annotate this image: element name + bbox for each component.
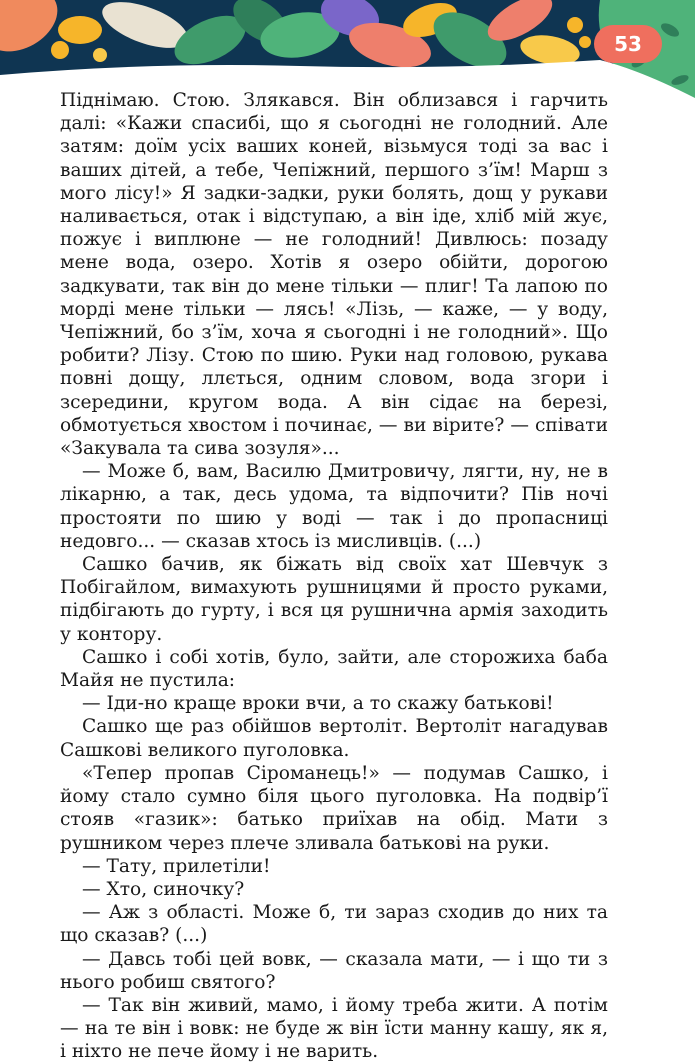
paragraph: Сашко бачив, як біжать від своїх хат Шевчук з Побігайлом, вимахують рушницями й просто руками, підбігають до гурту, і вся ця рушнична армія заходить у контору.: [60, 554, 608, 645]
paragraph: — Може б, вам, Василю Дмитровичу, лягти, ну, не в лікарню, а так, десь удома, та відпочити? Пів ночі простояти по шию у воді — так і до пропасниці недовго... — сказав хтось із мисливців. (...): [60, 461, 608, 552]
paragraph: — Хто, синочку?: [82, 878, 245, 900]
paragraph: Сашко і собі хотів, було, зайти, але сторожиха баба Майя не пустила:: [60, 646, 608, 692]
paragraph: — Давсь тобі цей вовк, — сказала мати, — і що ти з нього робиш святого?: [60, 948, 608, 993]
paragraph: — Тату, прилетіли!: [82, 855, 271, 877]
paragraph: — Так він живий, мамо, і йому треба жити. А потім — на те він і вовк: не буде ж він їсти манну кашу, як я, і ніхто не пече йому і не варить.: [60, 994, 608, 1063]
paragraph: «Тепер пропав Сіроманець!» — подумав Сашко, і йому стало сумно біля цього пуголовка. На подвір’ї стояв «газик»: батько приїхав на обід. Мати з рушником через плече зливала батькові на руки.: [60, 762, 608, 854]
decorative-header: [0, 0, 695, 100]
paragraph: — Аж з області. Може б, ти зараз сходив до них та що сказав? (...): [60, 902, 608, 947]
paragraph: Піднімаю. Стою. Злякався. Він облизався і гарчить далі: «Кажи спасибі, що я сьогодні не голодний. Але затям: доїм усіх ваших коней, візьмуся тоді за вас і ваших дітей, а тебе, Чепіжний, першого з’їм! Марш з мого лісу!» Я задки-задки, руки болять, дощ у рукави наливається, отак і відступаю, а він іде, хліб мій жує, пожує і виплюне — не голодний! Дивлюсь: позаду мене вода, озеро. Хотів я озеро обійти, дорогою задкувати, так він до мене тільки — плиг! Та лапою по морді мене тільки — лясь! «Лізь, — каже, — у воду, Чепіжний, бо з’їм, хоча я сьогодні і не голодний». Що робити? Лізу. Стою по шию. Руки над головою, рукава повні дощу, ллється, одним словом, вода згори і зсередини, кругом вода. А він сідає на березі, обмотується хвостом і починає, — ви вірите? — співати «Закувала та сива зозуля»...: [60, 90, 608, 460]
paragraph: — Іди-но краще вроки вчи, а то скажу батькові!: [82, 693, 554, 715]
floral-header-illustration: [0, 0, 695, 100]
page-text: [60, 89, 608, 1064]
paragraph: Сашко ще раз обійшов вертоліт. Вертоліт нагадував Сашкові великого пуголовка.: [60, 716, 608, 761]
page-number-badge: 53: [594, 25, 662, 63]
